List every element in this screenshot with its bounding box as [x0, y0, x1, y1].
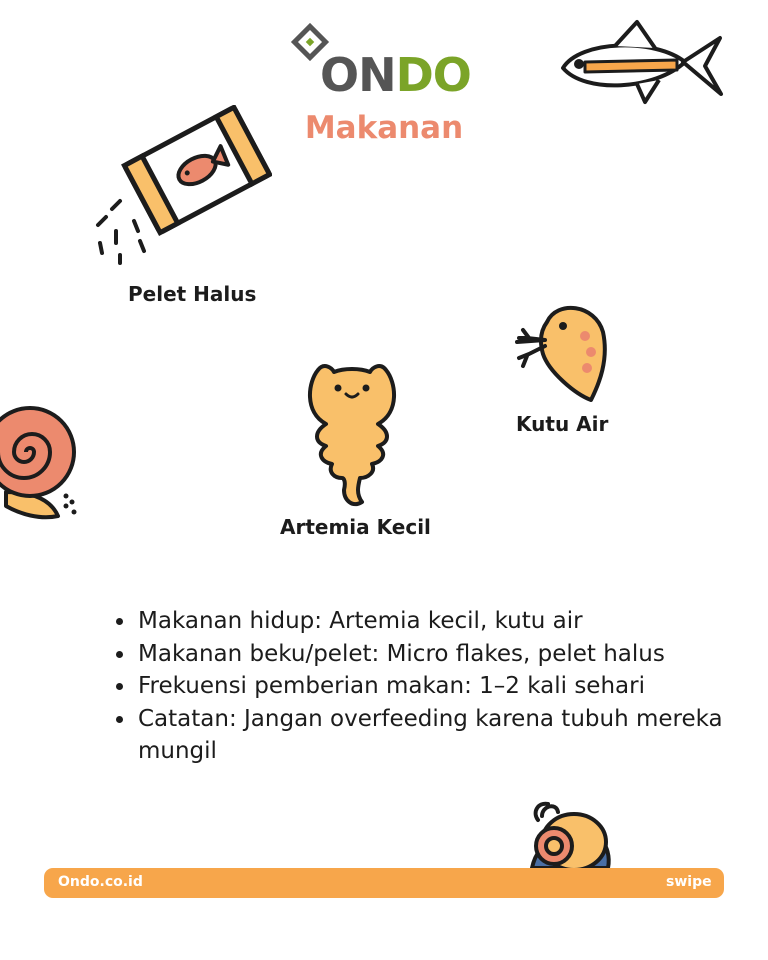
list-item: • Makanan beku/pelet: Micro flakes, pelet halus: [136, 638, 736, 671]
swipe-button[interactable]: swipe: [666, 874, 712, 890]
feeding-info-list: [112, 605, 736, 768]
daphnia-icon: [505, 300, 617, 410]
page-title: Makanan: [304, 110, 464, 146]
brand-name: ONDO: [320, 48, 471, 102]
list-item: • Frekuensi pemberian makan: 1–2 kali sehari: [136, 670, 736, 703]
list-item: • Catatan: Jangan overfeeding karena tubuh mereka mungil: [136, 703, 736, 768]
neon-tetra-fish-icon: [555, 18, 730, 110]
snail-bottom-icon: [528, 798, 614, 870]
website-link[interactable]: Ondo.co.id: [58, 874, 143, 890]
fish-food-pack-icon: [92, 105, 272, 270]
label-pelet-halus: Pelet Halus: [128, 282, 257, 306]
list-item: • Makanan hidup: Artemia kecil, kutu air: [136, 605, 736, 638]
logo: [290, 22, 490, 102]
label-kutu-air: Kutu Air: [516, 412, 609, 436]
label-artemia-kecil: Artemia Kecil: [280, 515, 431, 539]
footer: [44, 868, 724, 898]
snail-left-icon: [0, 402, 82, 524]
artemia-icon: [298, 362, 406, 512]
